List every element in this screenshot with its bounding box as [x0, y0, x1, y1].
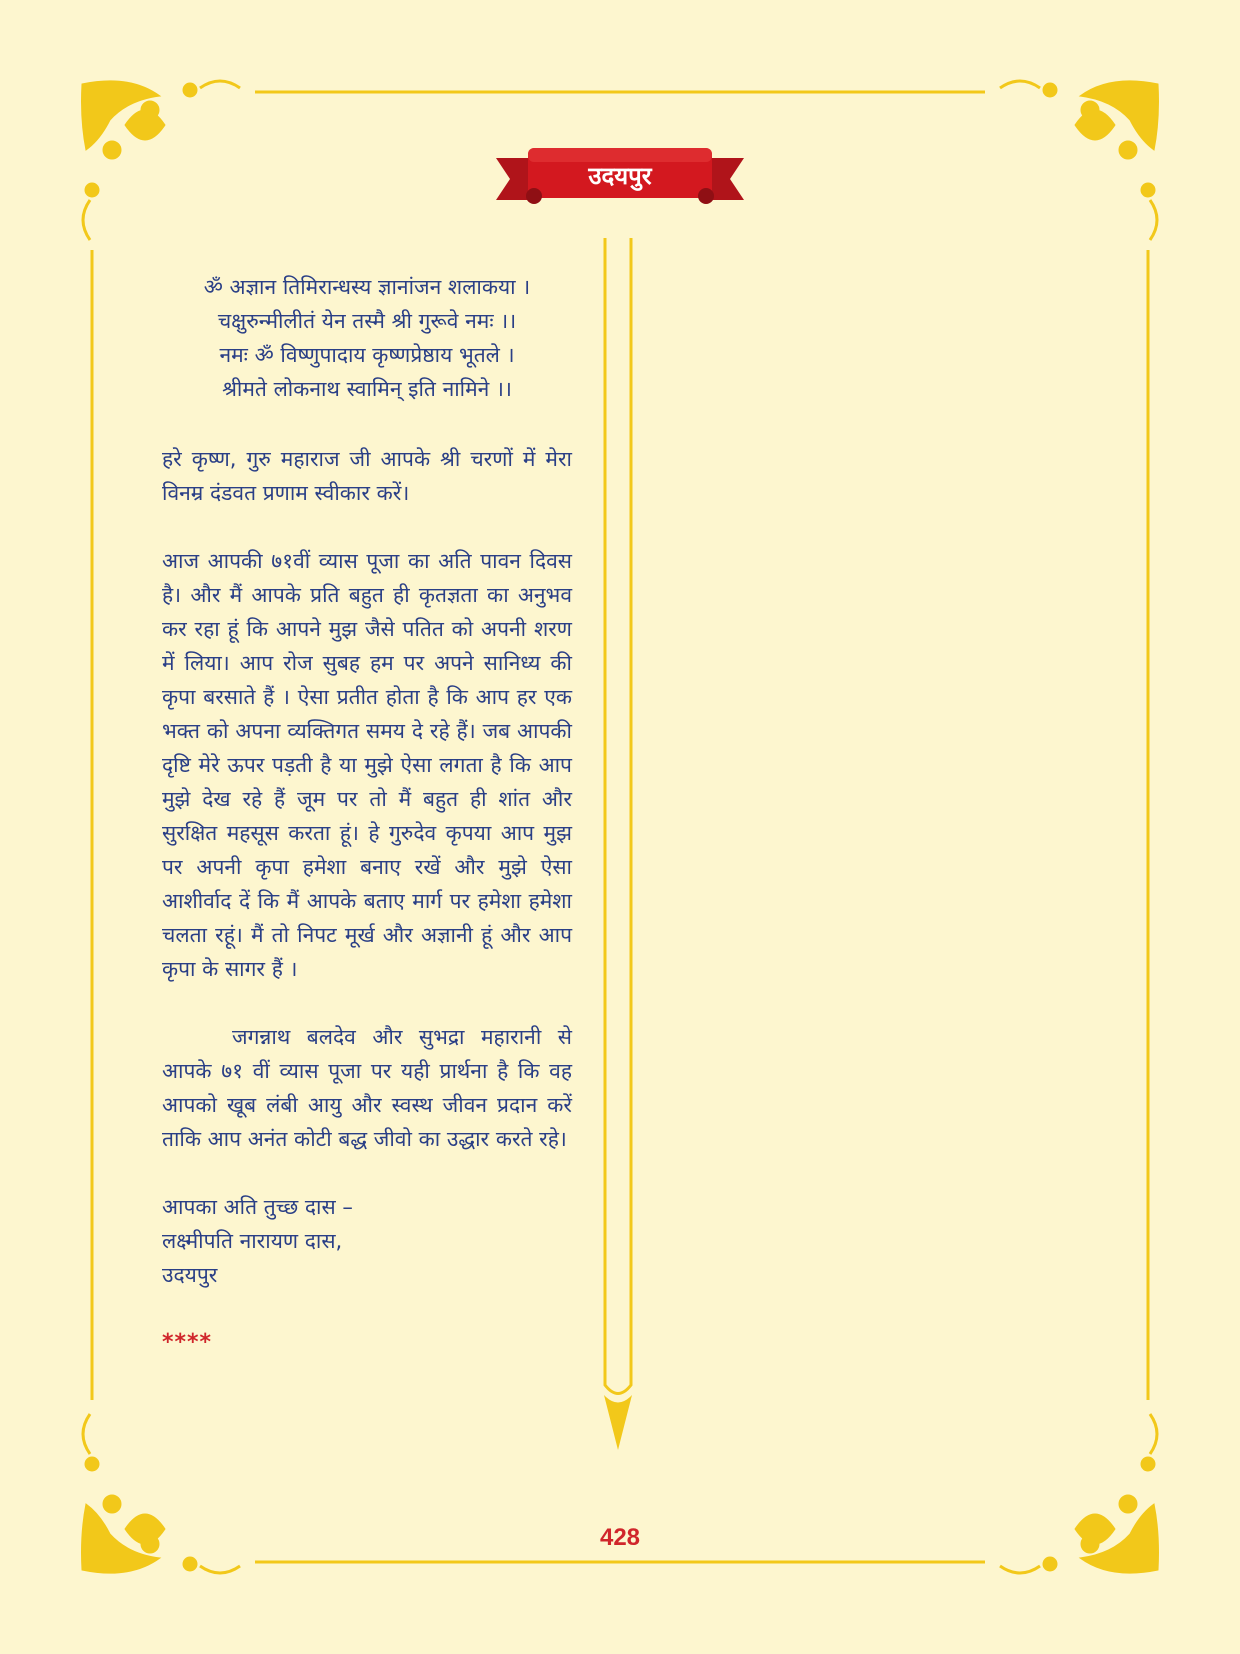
page-title: उदयपुर: [588, 161, 652, 190]
corner-ornament-bottom-left: [82, 1414, 241, 1573]
mantra-line: नमः ॐ विष्णुपादाय कृष्णप्रेष्ठाय भूतले ।: [219, 343, 515, 367]
mantra-line: श्रीमते लोकनाथ स्वामिन् इति नामिने ।।: [222, 377, 512, 401]
page-number: 428: [599, 1524, 641, 1551]
body-paragraph-1: आज आपकी ७१वीं व्यास पूजा का अति पावन दिवस है। और मैं आपके प्रति बहुत ही कृतज्ञता का अनुभव कर रहा हूं कि आपने मुझ जैसे पतित को अपनी शरण में लिया। आप रोज सुबह हम पर अपने सानिध्य की कृपा बरसाते हैं । ऐसा प्रतीत होता है कि आप हर एक भक्त को अपना व्यक्तिगत समय दे रहे हैं। जब आपकी दृष्टि मेरे ऊपर पड़ती है या मुझे ऐसा लगता है कि आप मुझे देख रहे हैं जूम पर तो मैं बहुत ही शांत और सुरक्षित महसूस करता हूं। हे गुरुदेव कृपया आप मुझ पर अपनी कृपा हमेशा बनाए रखें और मुझे ऐसा आशीर्वाद दें कि मैं आपके बताए मार्ग पर हमेशा हमेशा चलता रहूं। मैं तो निपट मूर्ख और अज्ञानी हूं और आप कृपा के सागर हैं ।: [162, 549, 572, 981]
section-separator: ****: [162, 1330, 213, 1355]
signature-closing: आपका अति तुच्छ दास –: [162, 1195, 353, 1219]
corner-ornament-top-right: [1000, 81, 1159, 240]
mantra-line: चक्षुरुन्मीलीतं येन तस्मै श्री गुरूवे नमः ।।: [217, 309, 517, 333]
mantra-line: ॐ अज्ञान तिमिरान्धस्य ज्ञानांजन शलाकया ।: [203, 275, 531, 299]
letter-content: [162, 270, 572, 1360]
body-paragraph-2: जगन्नाथ बलदेव और सुभद्रा महारानी से आपके ७१ वीं व्यास पूजा पर यही प्रार्थना है कि वह आपको खूब लंबी आयु और स्वस्थ जीवन प्रदान करें ताकि आप अनंत कोटी बद्ध जीवो का उद्धार करते रहे।: [162, 1025, 572, 1151]
corner-ornament-bottom-right: [1000, 1414, 1159, 1573]
title-banner: [496, 146, 744, 208]
greeting-paragraph: हरे कृष्ण, गुरु महाराज जी आपके श्री चरणों में मेरा विनम्र दंडवत प्रणाम स्वीकार करें।: [162, 447, 572, 505]
signature-name: लक्ष्मीपति नारायण दास,: [162, 1229, 343, 1253]
corner-ornament-top-left: [82, 81, 241, 240]
guru-pranam-mantra: [162, 270, 572, 406]
signature-place: उदयपुर: [162, 1263, 218, 1287]
signature-block: [162, 1190, 572, 1292]
